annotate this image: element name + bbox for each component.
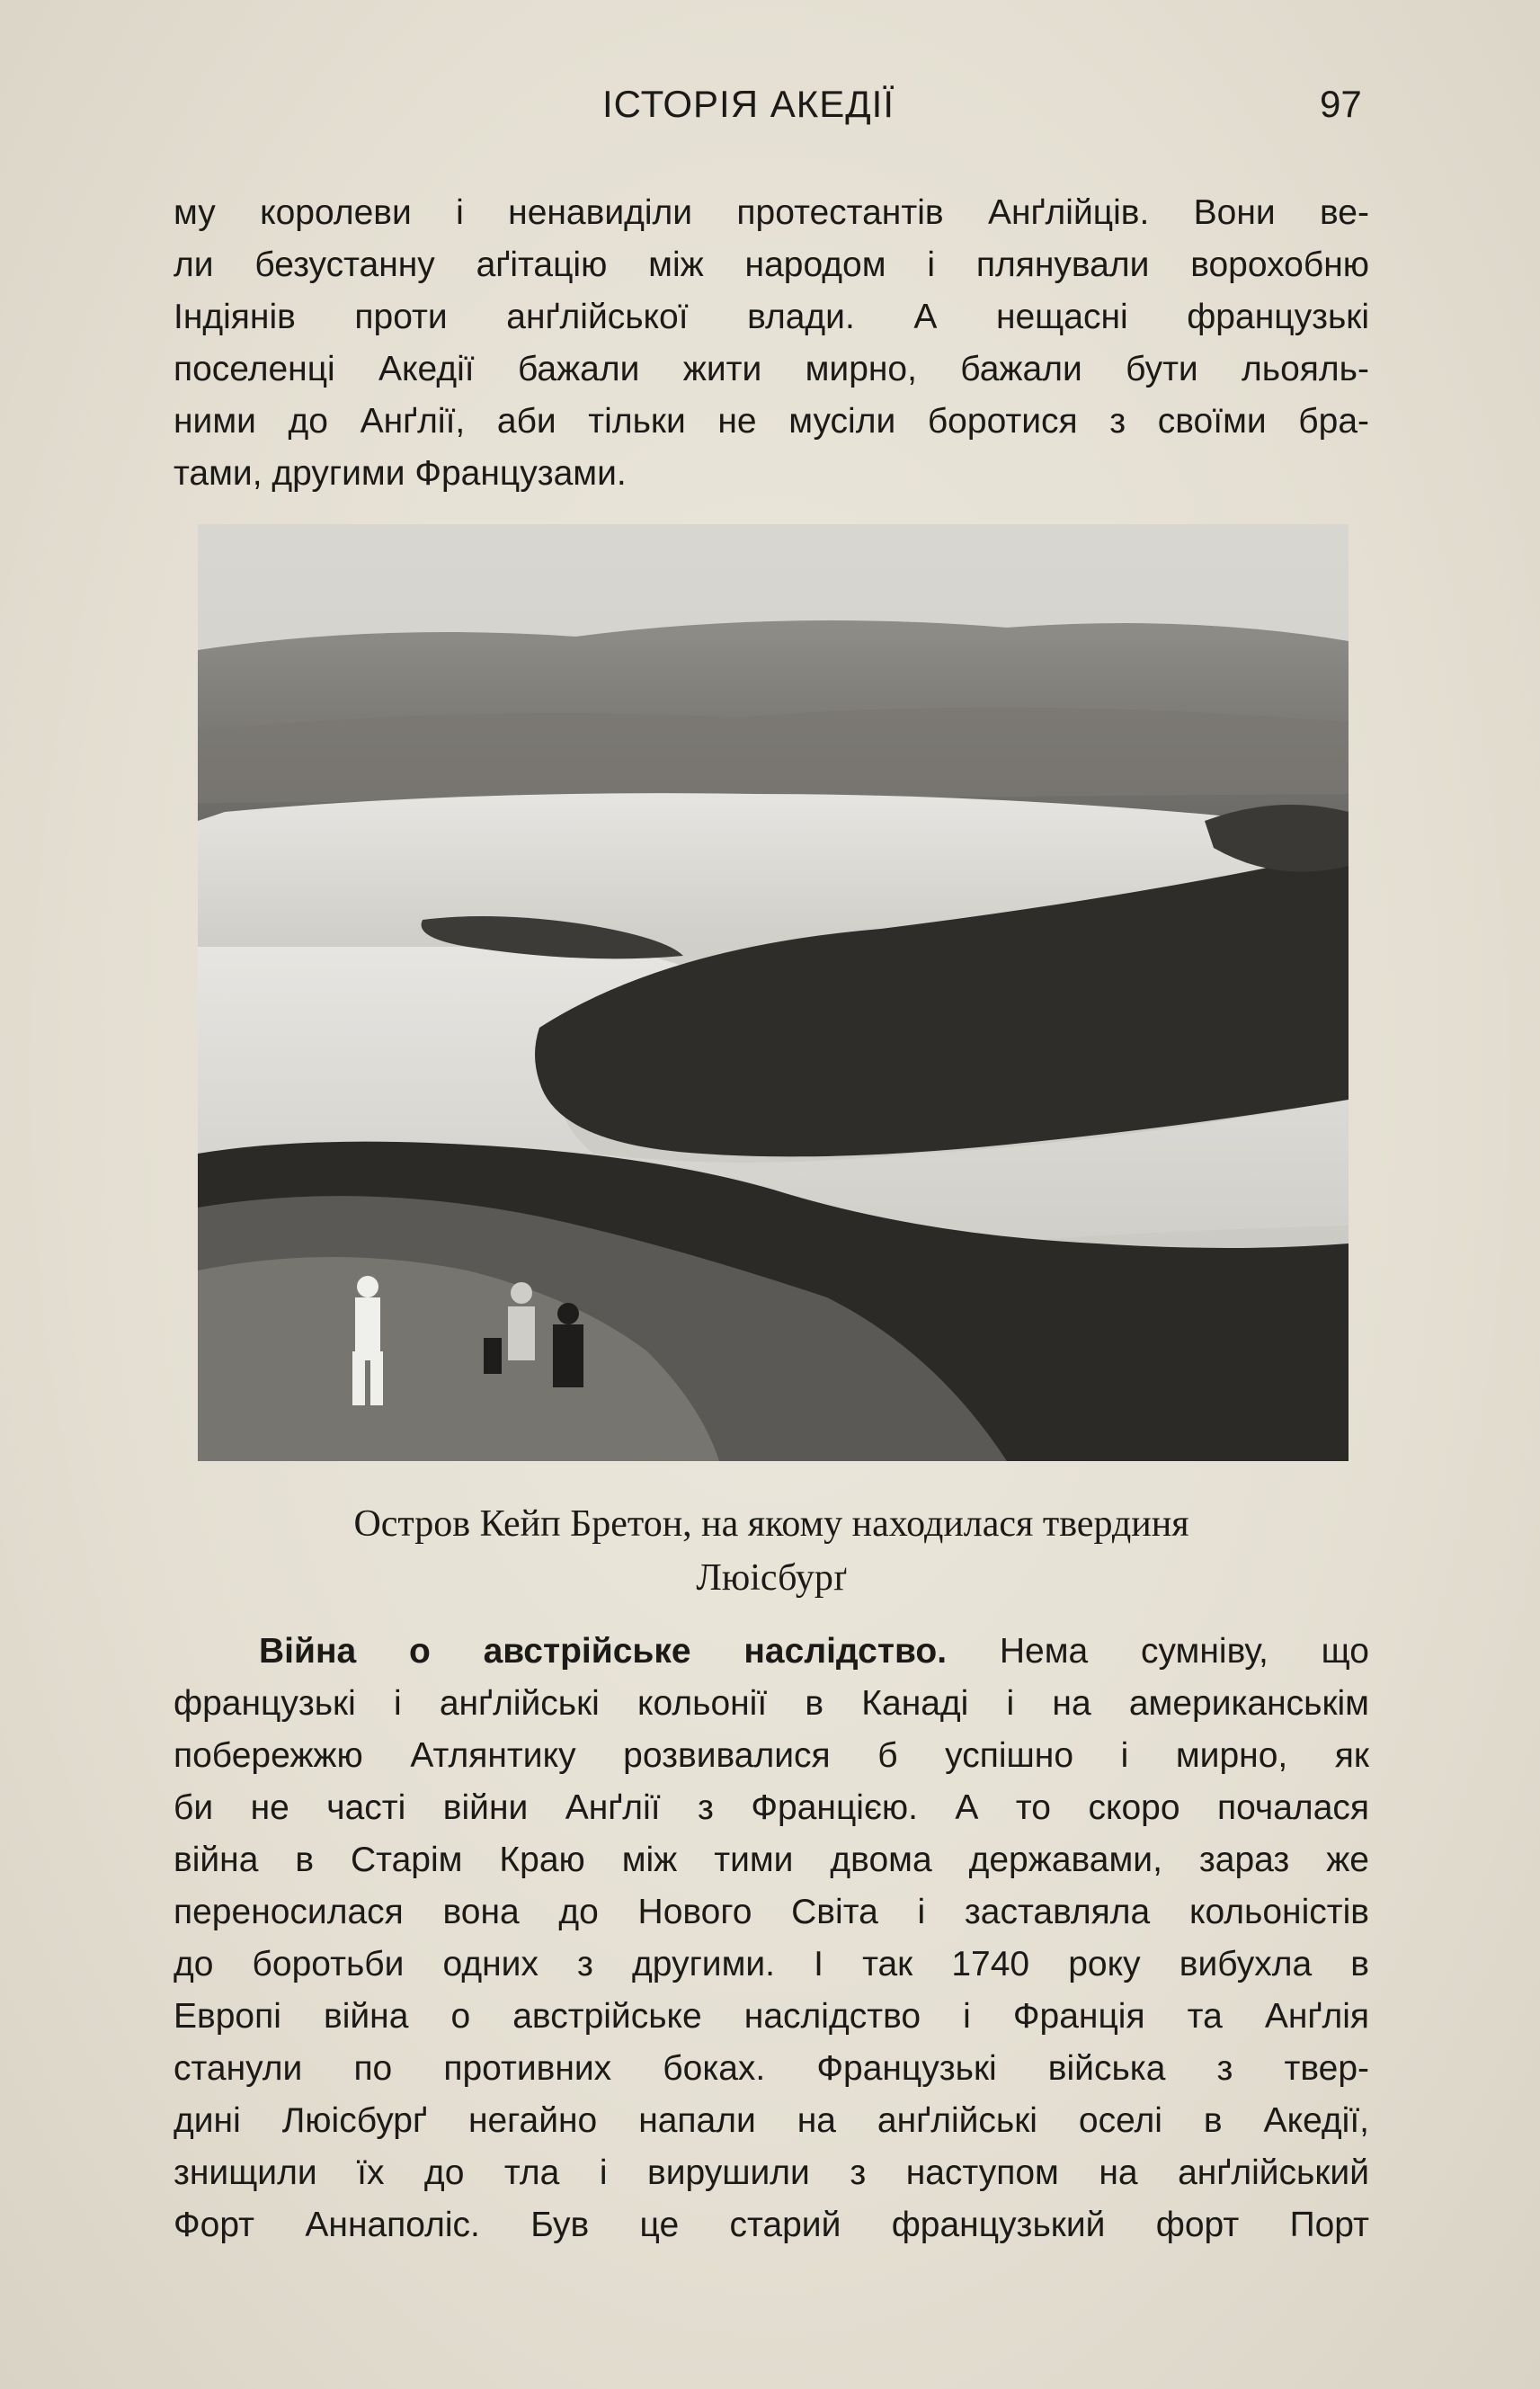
- text-line: війна в Старім Краю між тими двома державами, зараз же: [174, 1841, 1369, 1879]
- caption-line: Люісбурґ: [696, 1557, 847, 1599]
- text-line: знищили їх до тла і вирушили з наступом на анґлійський: [174, 2153, 1369, 2192]
- section-heading: Війна о австрійське наслідство.: [259, 1632, 948, 1671]
- text-line: би не часті війни Анґлії з Францією. А то скоро почалася: [174, 1788, 1369, 1827]
- text-line: Европі війна о австрійське наслідство і Франція та Анґлія: [174, 1997, 1369, 2036]
- text-line: ли безустанну аґітацію між народом і плянували ворохобню: [174, 245, 1369, 284]
- text-line: до боротьби одних з другими. І так 1740 року вибухла в: [174, 1945, 1369, 1983]
- cape-breton-landscape-image: [198, 524, 1349, 1461]
- text-line: поселенці Акедії бажали жити мирно, бажали бути льояль-: [174, 350, 1369, 388]
- text-line: му королеви і ненавиділи протестантів Анґлійців. Вони ве-: [174, 193, 1369, 232]
- paragraph-2: [174, 1626, 1369, 2251]
- landscape-photo: [198, 524, 1349, 1461]
- text-line: Форт Аннаполіс. Був це старий французький форт Порт: [174, 2206, 1369, 2244]
- figure-caption: [174, 1497, 1369, 1605]
- running-head: [0, 83, 1540, 137]
- page-number: 97: [1320, 83, 1362, 125]
- caption-line: Остров Кейп Бретон, на якому находилася твердиня: [353, 1503, 1189, 1545]
- text-line: станули по противних боках. Французькі війська з твер-: [174, 2049, 1369, 2088]
- text-line: Індіянів проти анґлійської влади. А нещасні французькі: [174, 298, 1369, 336]
- running-title: ІСТОРІЯ АКЕДІЇ: [602, 83, 895, 125]
- text-line: ними до Анґлії, аби тільки не мусіли боротися з своїми бра-: [174, 402, 1369, 441]
- text-fragment: Нема сумніву, що: [947, 1632, 1369, 1671]
- paragraph-1: [174, 187, 1369, 500]
- text-line: переносилася вона до Нового Світа і заставляла кольоністів: [174, 1893, 1369, 1931]
- text-line: дині Люісбурґ негайно напали на анґлійські оселі в Акедії,: [174, 2101, 1369, 2140]
- text-line: тами, другими Французами.: [174, 454, 627, 493]
- text-line: французькі і анґлійські кольонії в Канаді і на американськім: [174, 1684, 1369, 1723]
- text-line: [174, 1626, 1369, 1678]
- text-line: побережжю Атлянтику розвивалися б успішно і мирно, як: [174, 1736, 1369, 1775]
